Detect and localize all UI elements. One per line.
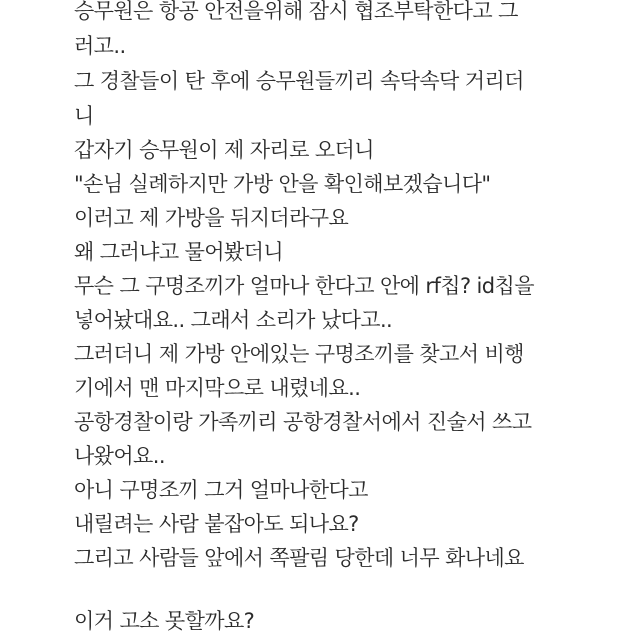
text-line: 갑자기 승무원이 제 자리로 오더니 [74, 138, 374, 162]
text-line: 내릴려는 사람 붙잡아도 되나요? [74, 512, 359, 536]
text-line: 승무원은 항공 안전을위해 잠시 협조부탁한다고 그 [74, 0, 518, 23]
text-line: 아니 구명조끼 그거 얼마나한다고 [74, 478, 368, 502]
text-line: 그리고 사람들 앞에서 쪽팔림 당한데 너무 화나네요 [74, 546, 524, 570]
text-line: 무슨 그 구명조끼가 얼마나 한다고 안에 rf칩? id칩을 [74, 274, 534, 298]
text-line: 기에서 맨 마지막으로 내렸네요.. [74, 376, 361, 400]
text-line: 넣어놨대요.. 그래서 소리가 났다고.. [74, 308, 393, 332]
text-line: 그 경찰들이 탄 후에 승무원들끼리 속닥속닥 거리더 [74, 69, 524, 93]
text-line: 그러더니 제 가방 안에있는 구명조끼를 찾고서 비행 [74, 342, 524, 366]
text-line: 니 [74, 104, 94, 128]
text-line: 러고.. [74, 34, 126, 58]
text-line: 공항경찰이랑 가족끼리 공항경찰서에서 진술서 쓰고 [74, 410, 532, 434]
text-line: 왜 그러냐고 물어봤더니 [74, 240, 284, 264]
text-line: 나왔어요.. [74, 444, 165, 468]
text-line: "손님 실례하지만 가방 안을 확인해보겠습니다" [74, 172, 491, 196]
text-line-question: 이거 고소 못할까요? [74, 609, 255, 633]
text-line: 이러고 제 가방을 뒤지더라구요 [74, 206, 349, 230]
